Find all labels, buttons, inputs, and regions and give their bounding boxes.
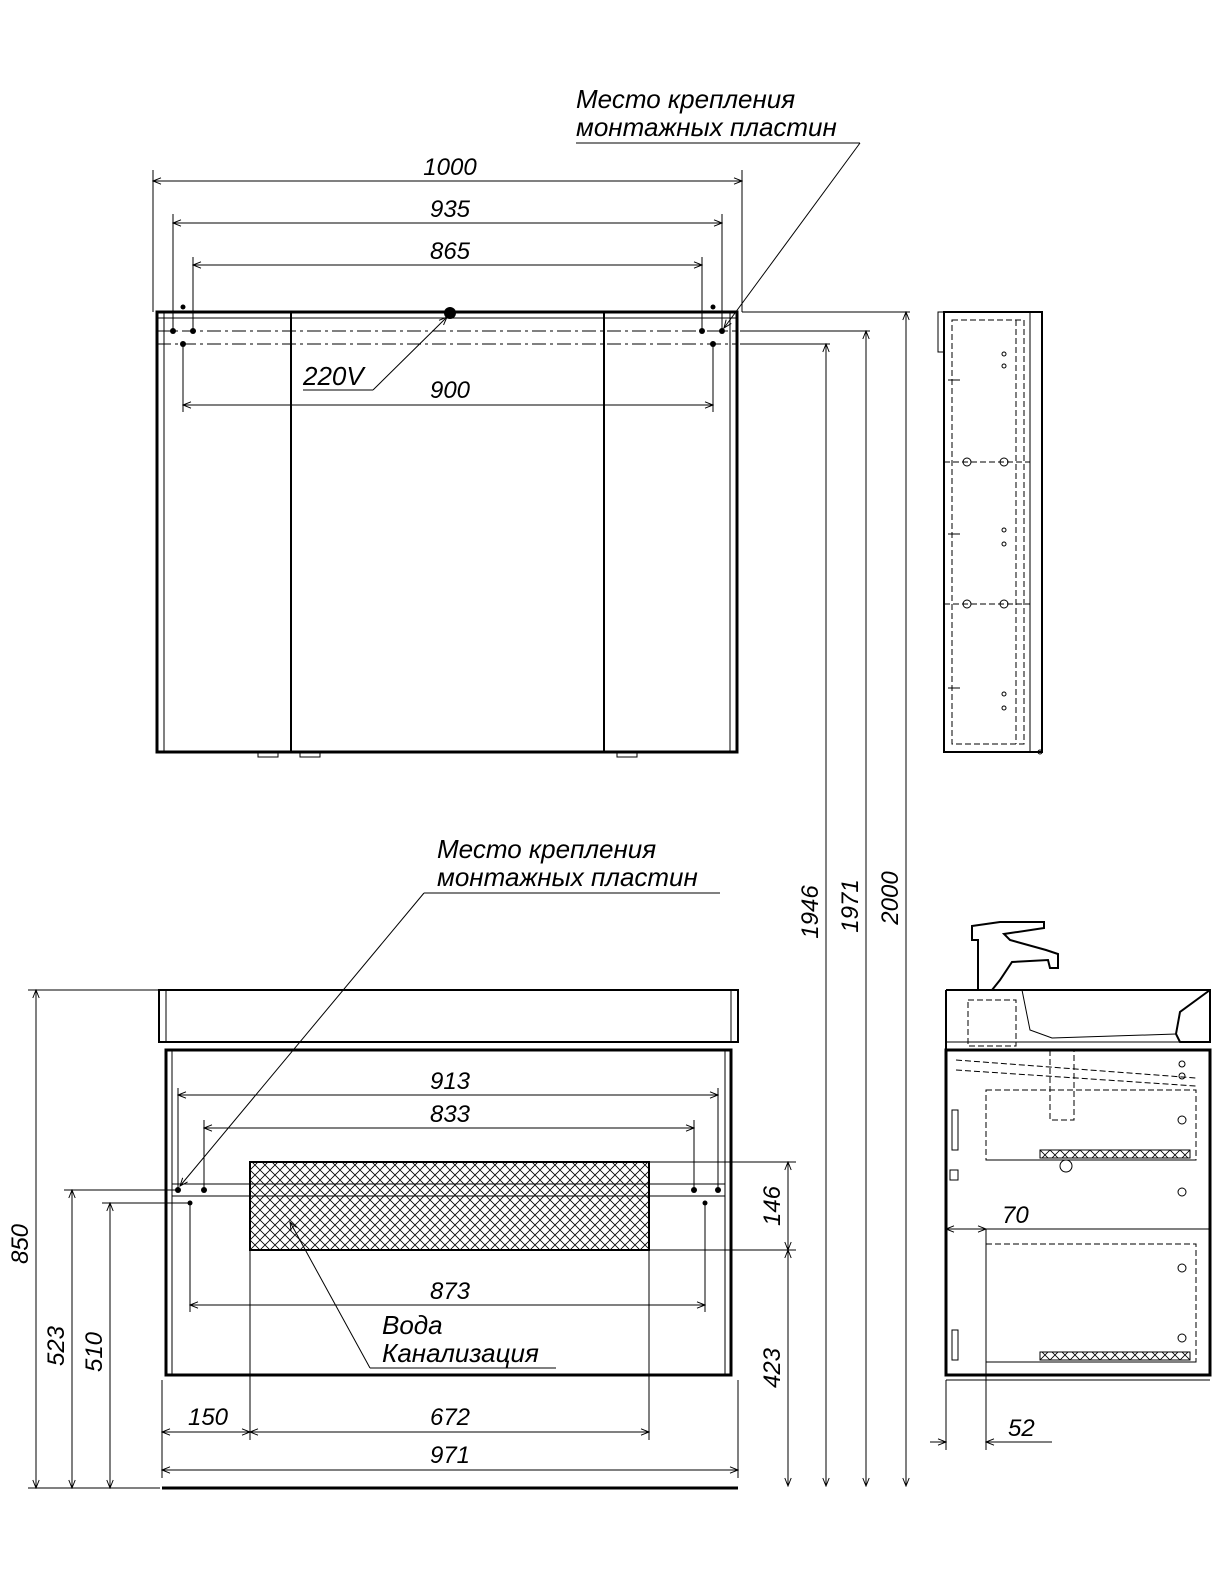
power-entry-icon	[444, 307, 456, 319]
utilities-cutout	[250, 1162, 649, 1250]
dim-865-label: 865	[429, 238, 471, 265]
mirror-cabinet-side	[938, 312, 1042, 754]
vanity-side	[930, 922, 1210, 1450]
dim-1971-label: 1971	[837, 879, 864, 933]
dim-935-label: 935	[429, 196, 471, 223]
height-dimensions	[740, 312, 910, 1486]
dim-2000-label: 2000	[877, 871, 904, 925]
dim-850-label: 850	[7, 1223, 34, 1265]
dim-913-label: 913	[429, 1068, 471, 1095]
dim-672-label: 672	[429, 1404, 471, 1431]
faucet-icon	[972, 922, 1058, 990]
dim-873-label: 873	[429, 1278, 471, 1305]
utilities-label-line1: Вода	[382, 1310, 443, 1340]
dim-150-label: 150	[187, 1404, 229, 1431]
dim-900-label: 900	[429, 377, 471, 404]
dim-1946-label: 1946	[797, 885, 824, 939]
dim-52-label: 52	[1008, 1415, 1035, 1442]
dim-1000-label: 1000	[423, 154, 477, 181]
dim-523-label: 523	[43, 1325, 70, 1367]
dim-70-label: 70	[1002, 1202, 1029, 1229]
mirror-cabinet-front	[157, 305, 737, 758]
dim-510-label: 510	[81, 1331, 108, 1373]
vanity-callout-line2: монтажных пластин	[437, 862, 698, 892]
mirror-callout-line1: Место крепления	[576, 84, 796, 114]
mirror-callout-line2: монтажных пластин	[576, 112, 837, 142]
dim-423-label: 423	[759, 1347, 786, 1389]
mirror-cabinet-dimensions	[153, 84, 860, 412]
power-label: 220V	[303, 361, 364, 391]
dim-833-label: 833	[429, 1101, 471, 1128]
utilities-label-line2: Канализация	[382, 1338, 539, 1368]
dim-971-label: 971	[429, 1442, 471, 1469]
vanity-callout-line1: Место крепления	[437, 834, 657, 864]
dim-146-label: 146	[759, 1185, 786, 1227]
